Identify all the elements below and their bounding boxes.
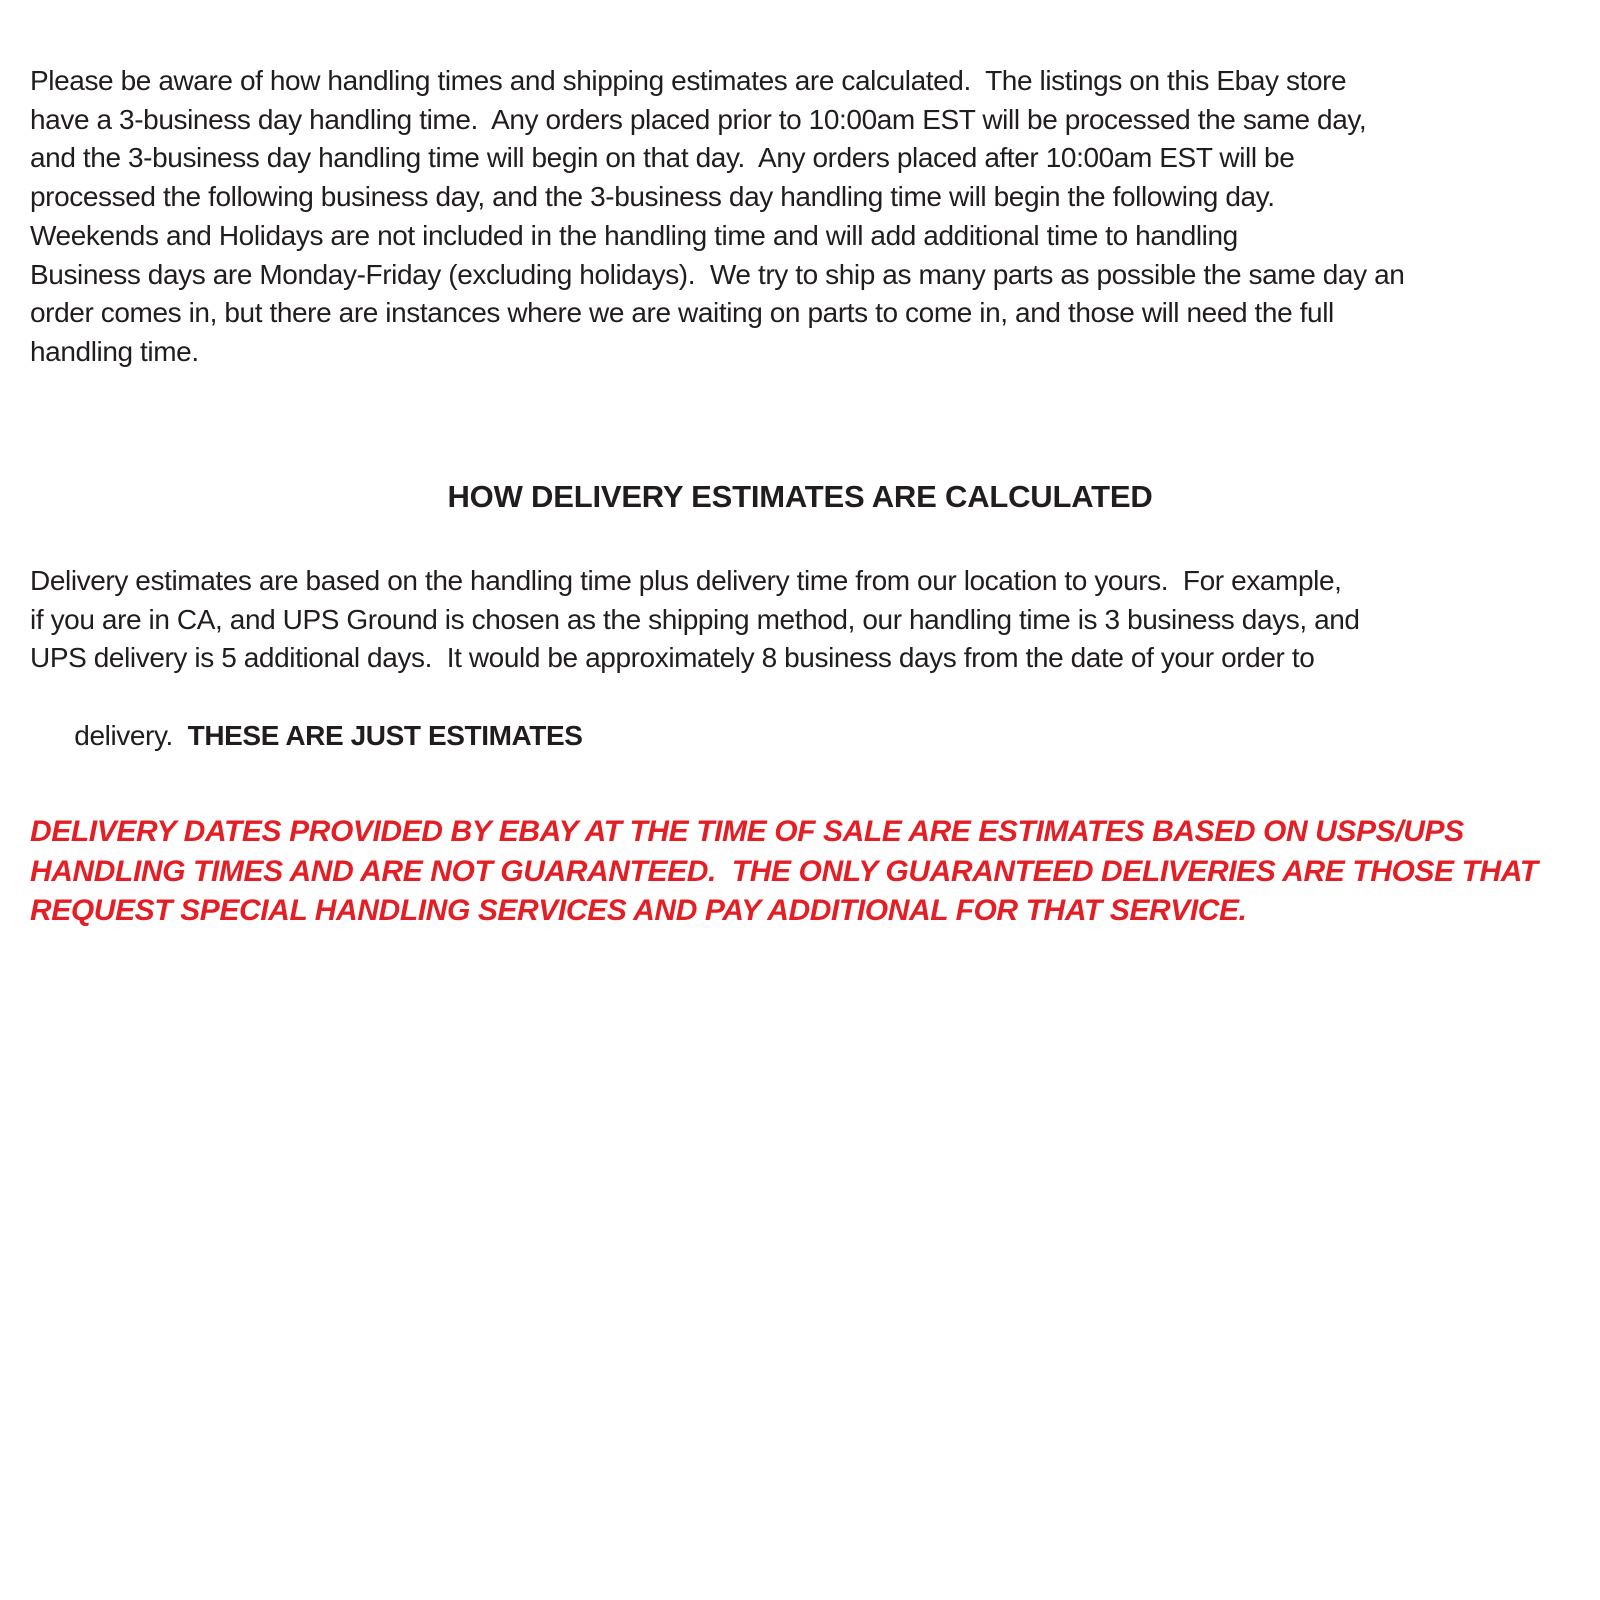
delivery-estimates-paragraph	[30, 562, 1570, 794]
text-line: if you are in CA, and UPS Ground is chosen as the shipping method, our handling time is 3 business days, and	[30, 603, 1360, 635]
text-line: handling time.	[30, 335, 199, 367]
text-line: Business days are Monday-Friday (excluding holidays). We try to ship as many parts as possible the same day an	[30, 258, 1405, 290]
text-line: Weekends and Holidays are not included in the handling time and will add additional time to handling	[30, 219, 1238, 251]
text-line: order comes in, but there are instances where we are waiting on parts to come in, and those will need the full	[30, 297, 1334, 329]
handling-time-paragraph	[30, 62, 1570, 372]
guarantee-disclaimer	[30, 812, 1570, 931]
text-line	[30, 678, 1570, 794]
text-segment: delivery.	[74, 719, 188, 751]
text-line: have a 3-business day handling time. Any orders placed prior to 10:00am EST will be processed the same day,	[30, 103, 1367, 135]
text-line: HANDLING TIMES AND ARE NOT GUARANTEED. THE ONLY GUARANTEED DELIVERIES ARE THOSE THAT	[30, 854, 1538, 888]
text-line: REQUEST SPECIAL HANDLING SERVICES AND PAY ADDITIONAL FOR THAT SERVICE.	[30, 894, 1247, 927]
text-line: UPS delivery is 5 additional days. It would be approximately 8 business days from the date of your order to	[30, 642, 1315, 674]
estimates-emphasis: THESE ARE JUST ESTIMATES	[187, 719, 583, 751]
section-heading: HOW DELIVERY ESTIMATES ARE CALCULATED	[447, 479, 1153, 514]
text-line: DELIVERY DATES PROVIDED BY EBAY AT THE TIME OF SALE ARE ESTIMATES BASED ON USPS/UPS	[30, 815, 1464, 848]
text-line: and the 3-business day handling time will begin on that day. Any orders placed after 10:00am EST will be	[30, 142, 1295, 174]
text-line: processed the following business day, and the 3-business day handling time will begin the following day.	[30, 181, 1275, 213]
text-line: Please be aware of how handling times and shipping estimates are calculated. The listings on this Ebay store	[30, 65, 1347, 96]
text-line: Delivery estimates are based on the handling time plus delivery time from our location to yours. For example,	[30, 565, 1342, 596]
